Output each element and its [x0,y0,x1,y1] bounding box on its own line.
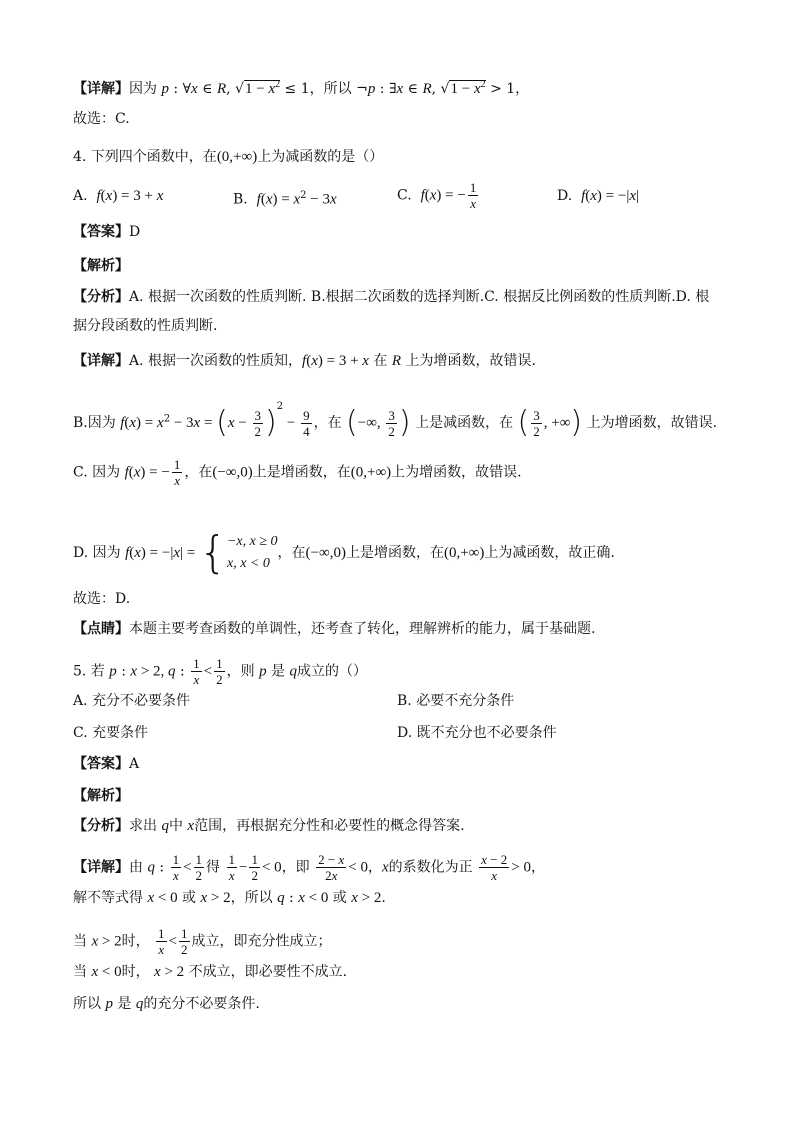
q5-answer: 【答案】A [73,756,140,772]
q5-analysis: 【分析】求出 q中 x范围，再根据充分性和必要性的概念得答案. [73,818,465,834]
q4-analysis-line-1: 【分析】A. 根据一次函数的性质判断. B.根据二次函数的选择判断.C. 根据反比例函数的性质判断.D. 根 [73,289,710,305]
question-4: 4. 下列四个函数中，在(0,+∞)上为减函数的是（） [73,149,384,165]
q5-analysis-heading: 【解析】 [73,788,129,804]
q5-option-d: D. 既不充分也不必要条件 [397,725,557,741]
answer-select-c: 故选：C. [73,111,130,127]
q4-option-b: B. $f(x) = x^2 - 3x$ [233,190,337,208]
q5-detail-2: 解不等式得 x < 0 或 x > 2，所以 q : x < 0 或 x > 2. [73,890,386,906]
q5-detail-4: 当 x < 0时， x > 2 不成立，即必要性不成立. [73,964,348,980]
question-5: 5. 若 p : x > 2, q : $\frac{1}{x}$ < $\frac{1}{2}$ ，则 p 是 q成立的（） [73,656,367,687]
q4-option-a: A. f(x) = 3 + x [73,188,164,204]
q5-option-a: A. 充分不必要条件 [73,693,191,709]
q4-select-d: 故选：D. [73,591,131,607]
q4-detail-d: D. 因为 f(x) = −|x| = { −x, x ≥ 0 x, x < 0 ，在(−∞,0)上是增函数，在(0,+∞)上为减函数，故正确. [73,527,615,578]
q5-detail-1: 【详解】由 q : $\frac{1}{x}$ < $\frac{1}{2}$ 得 $\frac{1}{x}$ − $\frac{1}{2}$ < 0，即 $\frac{2 - x}{2x}$ < 0，x的系数化为正 $\frac{x - 2}{x}$ > 0， [73,852,545,883]
q4-comment: 【点睛】本题主要考查函数的单调性，还考查了转化，理解辨析的能力，属于基础题. [73,621,596,637]
q5-detail-5: 所以 p 是 q的充分不必要条件. [73,996,260,1012]
q4-analysis-line-2: 据分段函数的性质判断. [73,318,218,334]
q4-detail-c: C. 因为 f(x) = − $\frac{1}{x}$ ，在(−∞,0)上是增函数，在(0,+∞)上为增函数，故错误. [73,457,522,488]
q4-option-c: C. f(x) = − $\frac{1}{x}$ [397,180,477,211]
q5-detail-3: 当 x > 2时， $\frac{1}{x}$ < $\frac{1}{2}$ 成立，即充分性成立； [73,926,332,957]
q5-option-b: B. 必要不充分条件 [397,693,515,709]
q4-answer: 【答案】D [73,224,141,240]
q4-option-d: D. f(x) = −|x| [557,188,640,204]
q4-detail-b: B.因为 $f(x) = x^2 - 3x = (x$ − $\frac{3}{2}$ )$^2$ − $\frac{9}{4}$ ，在 (−∞, $\frac{3}{2}$ ) 上是减函数，在 ( $\frac{3}{2}$ , +∞) 上为增函数，故错误. [73,401,718,440]
q4-detail-a: 【详解】A. 根据一次函数的性质知，f(x) = 3 + x 在 R 上为增函数，故错误. [73,353,536,369]
q4-analysis-heading: 【解析】 [73,258,129,274]
detail-line-1: 【详解】因为 p : ∀x ∈ R, $√1 - x^2 \le 1$，所以 ¬p : ∃x ∈ R, $√1 - x^2 > 1$， [73,79,530,97]
q5-option-c: C. 充要条件 [73,725,149,741]
